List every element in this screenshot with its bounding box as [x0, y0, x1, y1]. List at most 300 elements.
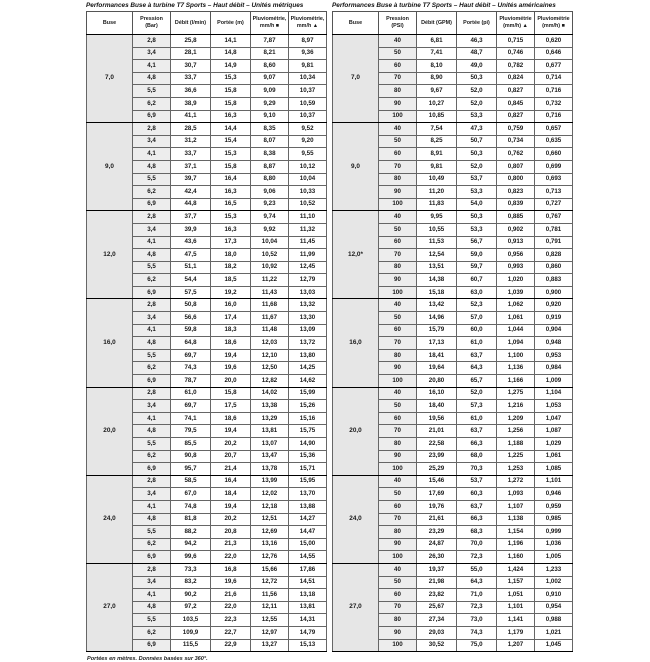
value-cell: 10,33 — [289, 186, 327, 199]
pression-cell: 3,4 — [133, 135, 171, 148]
pression-cell: 50 — [379, 47, 417, 60]
pression-cell: 100 — [379, 286, 417, 299]
value-cell: 30,52 — [417, 639, 457, 652]
value-cell: 10,92 — [251, 261, 289, 274]
value-cell: 10,12 — [289, 160, 327, 173]
value-cell: 14,25 — [289, 362, 327, 375]
value-cell: 49,0 — [457, 60, 497, 73]
value-cell: 57,0 — [457, 312, 497, 325]
pression-cell: 80 — [379, 526, 417, 539]
value-cell: 6,81 — [417, 35, 457, 48]
value-cell: 0,781 — [535, 223, 573, 236]
value-cell: 13,81 — [289, 601, 327, 614]
value-cell: 28,5 — [171, 123, 211, 136]
value-cell: 50,7 — [457, 135, 497, 148]
value-cell: 10,52 — [251, 249, 289, 262]
value-cell: 11,48 — [251, 324, 289, 337]
value-cell: 14,38 — [417, 274, 457, 287]
value-cell: 11,99 — [289, 249, 327, 262]
pression-cell: 3,4 — [133, 223, 171, 236]
value-cell: 16,5 — [211, 198, 251, 211]
value-cell: 13,32 — [289, 299, 327, 312]
buse-cell: 9,0 — [87, 123, 133, 211]
pression-cell: 5,5 — [133, 526, 171, 539]
pression-cell: 70 — [379, 425, 417, 438]
value-cell: 0,746 — [497, 47, 535, 60]
value-cell: 20,8 — [211, 526, 251, 539]
value-cell: 38,9 — [171, 97, 211, 110]
value-cell: 19,6 — [211, 362, 251, 375]
value-cell: 0,913 — [497, 236, 535, 249]
value-cell: 22,7 — [211, 626, 251, 639]
metric-table-title: Performances Buse à turbine T7 Sports – Haut débit – Unités métriques — [86, 2, 304, 9]
value-cell: 9,29 — [251, 97, 289, 110]
buse-cell: 12,0* — [333, 211, 379, 299]
value-cell: 15,18 — [417, 286, 457, 299]
value-cell: 11,56 — [251, 589, 289, 602]
value-cell: 61,0 — [457, 337, 497, 350]
table-row — [333, 299, 573, 312]
value-cell: 103,5 — [171, 614, 211, 627]
value-cell: 8,60 — [251, 60, 289, 73]
pression-cell: 2,8 — [133, 299, 171, 312]
value-cell: 29,03 — [417, 626, 457, 639]
value-cell: 61,0 — [457, 412, 497, 425]
pression-cell: 6,9 — [133, 198, 171, 211]
value-cell: 0,954 — [535, 601, 573, 614]
value-cell: 88,2 — [171, 526, 211, 539]
value-cell: 50,8 — [171, 299, 211, 312]
value-cell: 13,88 — [289, 500, 327, 513]
pression-cell: 80 — [379, 614, 417, 627]
value-cell: 19,56 — [417, 412, 457, 425]
buse-cell: 24,0 — [333, 475, 379, 563]
value-cell: 13,51 — [417, 261, 457, 274]
value-cell: 25,67 — [417, 601, 457, 614]
value-cell: 11,20 — [417, 186, 457, 199]
value-cell: 1,036 — [535, 538, 573, 551]
value-cell: 15,36 — [289, 450, 327, 463]
value-cell: 0,999 — [535, 526, 573, 539]
value-cell: 0,823 — [497, 186, 535, 199]
value-cell: 19,6 — [211, 576, 251, 589]
value-cell: 53,3 — [457, 223, 497, 236]
value-cell: 52,0 — [457, 160, 497, 173]
value-cell: 9,81 — [417, 160, 457, 173]
tables-container — [86, 2, 650, 652]
pression-cell: 40 — [379, 475, 417, 488]
pression-cell: 3,4 — [133, 312, 171, 325]
value-cell: 1,045 — [535, 639, 573, 652]
value-cell: 1,029 — [535, 438, 573, 451]
table-row — [333, 563, 573, 576]
value-cell: 21,6 — [211, 589, 251, 602]
value-cell: 9,55 — [289, 148, 327, 161]
value-cell: 9,20 — [289, 135, 327, 148]
value-cell: 69,7 — [171, 400, 211, 413]
buse-cell: 24,0 — [87, 475, 133, 563]
value-cell: 8,90 — [417, 72, 457, 85]
value-cell: 10,55 — [417, 223, 457, 236]
value-cell: 1,160 — [497, 551, 535, 564]
pression-cell: 40 — [379, 211, 417, 224]
value-cell: 63,7 — [457, 349, 497, 362]
value-cell: 12,97 — [251, 626, 289, 639]
value-cell: 70,0 — [457, 538, 497, 551]
value-cell: 16,3 — [211, 223, 251, 236]
value-cell: 17,4 — [211, 312, 251, 325]
value-cell: 13,16 — [251, 538, 289, 551]
pression-cell: 60 — [379, 412, 417, 425]
buse-cell: 27,0 — [87, 563, 133, 651]
value-cell: 41,1 — [171, 110, 211, 123]
value-cell: 1,087 — [535, 425, 573, 438]
value-cell: 18,41 — [417, 349, 457, 362]
value-cell: 10,37 — [289, 110, 327, 123]
value-cell: 19,37 — [417, 563, 457, 576]
value-cell: 13,78 — [251, 463, 289, 476]
table-row — [333, 475, 573, 488]
value-cell: 17,3 — [211, 236, 251, 249]
value-cell: 1,256 — [497, 425, 535, 438]
value-cell: 0,904 — [535, 324, 573, 337]
buse-cell: 7,0 — [87, 35, 133, 123]
table-row — [87, 211, 327, 224]
value-cell: 11,83 — [417, 198, 457, 211]
value-cell: 15,16 — [289, 412, 327, 425]
pression-cell: 2,8 — [133, 123, 171, 136]
value-cell: 0,827 — [497, 110, 535, 123]
column-header: Pluviométrie, mm/h ▲ — [289, 12, 327, 35]
value-cell: 60,0 — [457, 324, 497, 337]
value-cell: 79,5 — [171, 425, 211, 438]
pression-cell: 90 — [379, 186, 417, 199]
value-cell: 64,3 — [457, 576, 497, 589]
value-cell: 95,7 — [171, 463, 211, 476]
value-cell: 15,3 — [211, 211, 251, 224]
value-cell: 0,800 — [497, 173, 535, 186]
pression-cell: 2,8 — [133, 211, 171, 224]
value-cell: 14,96 — [417, 312, 457, 325]
value-cell: 1,141 — [497, 614, 535, 627]
value-cell: 1,424 — [497, 563, 535, 576]
value-cell: 9,36 — [289, 47, 327, 60]
value-cell: 1,179 — [497, 626, 535, 639]
pression-cell: 60 — [379, 589, 417, 602]
value-cell: 52,0 — [457, 85, 497, 98]
value-cell: 1,047 — [535, 412, 573, 425]
value-cell: 14,27 — [289, 513, 327, 526]
pression-cell: 6,2 — [133, 538, 171, 551]
pression-cell: 6,2 — [133, 626, 171, 639]
value-cell: 44,8 — [171, 198, 211, 211]
footnote: Portées en mètres. Données basées sur 360°. — [87, 656, 208, 662]
pression-cell: 2,8 — [133, 35, 171, 48]
value-cell: 9,81 — [289, 60, 327, 73]
pression-cell: 5,5 — [133, 438, 171, 451]
value-cell: 19,4 — [211, 349, 251, 362]
pression-cell: 4,1 — [133, 324, 171, 337]
value-cell: 33,7 — [171, 148, 211, 161]
pression-cell: 4,1 — [133, 412, 171, 425]
column-header: Pression (PSI) — [379, 12, 417, 35]
pression-cell: 3,4 — [133, 488, 171, 501]
value-cell: 15,8 — [211, 85, 251, 98]
pression-cell: 40 — [379, 299, 417, 312]
value-cell: 17,5 — [211, 400, 251, 413]
column-header: Pluviométrie (mm/h) ▲ — [497, 12, 535, 35]
value-cell: 0,984 — [535, 362, 573, 375]
pression-cell: 90 — [379, 362, 417, 375]
value-cell: 12,55 — [251, 614, 289, 627]
value-cell: 1,209 — [497, 412, 535, 425]
value-cell: 0,985 — [535, 513, 573, 526]
value-cell: 21,01 — [417, 425, 457, 438]
value-cell: 15,99 — [289, 387, 327, 400]
value-cell: 8,87 — [251, 160, 289, 173]
value-cell: 1,005 — [535, 551, 573, 564]
value-cell: 46,3 — [457, 35, 497, 48]
value-cell: 58,5 — [171, 475, 211, 488]
value-cell: 18,3 — [211, 324, 251, 337]
value-cell: 18,4 — [211, 488, 251, 501]
pression-cell: 80 — [379, 85, 417, 98]
pression-cell: 40 — [379, 563, 417, 576]
value-cell: 14,79 — [289, 626, 327, 639]
value-cell: 22,0 — [211, 601, 251, 614]
pression-cell: 60 — [379, 324, 417, 337]
value-cell: 0,910 — [535, 589, 573, 602]
value-cell: 1,207 — [497, 639, 535, 652]
pression-cell: 2,8 — [133, 563, 171, 576]
pression-cell: 60 — [379, 148, 417, 161]
value-cell: 12,82 — [251, 375, 289, 388]
value-cell: 0,716 — [535, 85, 573, 98]
value-cell: 13,81 — [251, 425, 289, 438]
pression-cell: 2,8 — [133, 387, 171, 400]
value-cell: 56,6 — [171, 312, 211, 325]
pression-cell: 4,8 — [133, 337, 171, 350]
value-cell: 8,35 — [251, 123, 289, 136]
metric-table — [86, 11, 327, 652]
value-cell: 0,920 — [535, 299, 573, 312]
value-cell: 8,38 — [251, 148, 289, 161]
value-cell: 53,7 — [457, 173, 497, 186]
value-cell: 97,2 — [171, 601, 211, 614]
value-cell: 48,7 — [457, 47, 497, 60]
value-cell: 1,061 — [535, 450, 573, 463]
value-cell: 15,46 — [417, 475, 457, 488]
value-cell: 13,72 — [289, 337, 327, 350]
value-cell: 0,715 — [497, 35, 535, 48]
value-cell: 0,657 — [535, 123, 573, 136]
value-cell: 15,3 — [211, 148, 251, 161]
value-cell: 57,5 — [171, 286, 211, 299]
value-cell: 50,3 — [457, 148, 497, 161]
table-row — [87, 475, 327, 488]
value-cell: 0,762 — [497, 148, 535, 161]
value-cell: 20,0 — [211, 375, 251, 388]
us-table-section — [332, 2, 572, 652]
value-cell: 94,2 — [171, 538, 211, 551]
pression-cell: 70 — [379, 249, 417, 262]
pression-cell: 70 — [379, 160, 417, 173]
value-cell: 22,9 — [211, 639, 251, 652]
value-cell: 1,275 — [497, 387, 535, 400]
value-cell: 25,8 — [171, 35, 211, 48]
pression-cell: 40 — [379, 387, 417, 400]
value-cell: 10,04 — [251, 236, 289, 249]
value-cell: 16,0 — [211, 299, 251, 312]
pression-cell: 4,1 — [133, 500, 171, 513]
column-header: Débit (GPM) — [417, 12, 457, 35]
value-cell: 13,03 — [289, 286, 327, 299]
value-cell: 12,51 — [251, 513, 289, 526]
value-cell: 1,216 — [497, 400, 535, 413]
value-cell: 1,093 — [497, 488, 535, 501]
value-cell: 10,59 — [289, 97, 327, 110]
value-cell: 11,67 — [251, 312, 289, 325]
value-cell: 18,40 — [417, 400, 457, 413]
value-cell: 9,92 — [251, 223, 289, 236]
value-cell: 74,3 — [457, 626, 497, 639]
value-cell: 0,767 — [535, 211, 573, 224]
value-cell: 18,5 — [211, 274, 251, 287]
value-cell: 1,085 — [535, 463, 573, 476]
table-row — [87, 299, 327, 312]
value-cell: 12,18 — [251, 500, 289, 513]
value-cell: 54,0 — [457, 198, 497, 211]
value-cell: 90,2 — [171, 589, 211, 602]
value-cell: 26,30 — [417, 551, 457, 564]
table-row — [87, 563, 327, 576]
pression-cell: 4,8 — [133, 160, 171, 173]
value-cell: 1,188 — [497, 438, 535, 451]
value-cell: 1,039 — [497, 286, 535, 299]
value-cell: 11,53 — [417, 236, 457, 249]
pression-cell: 60 — [379, 60, 417, 73]
pression-cell: 90 — [379, 274, 417, 287]
value-cell: 12,10 — [251, 349, 289, 362]
column-header: Portée (m) — [211, 12, 251, 35]
value-cell: 63,0 — [457, 286, 497, 299]
value-cell: 0,839 — [497, 198, 535, 211]
column-header: Pluviométrie, mm/h ■ — [251, 12, 289, 35]
value-cell: 66,3 — [457, 513, 497, 526]
value-cell: 0,827 — [497, 85, 535, 98]
value-cell: 9,06 — [251, 186, 289, 199]
us-table — [332, 11, 573, 652]
buse-cell: 16,0 — [333, 299, 379, 387]
value-cell: 115,5 — [171, 639, 211, 652]
value-cell: 16,4 — [211, 173, 251, 186]
pression-cell: 4,8 — [133, 513, 171, 526]
value-cell: 8,80 — [251, 173, 289, 186]
value-cell: 1,138 — [497, 513, 535, 526]
value-cell: 53,7 — [457, 475, 497, 488]
value-cell: 0,727 — [535, 198, 573, 211]
pression-cell: 90 — [379, 97, 417, 110]
value-cell: 59,7 — [457, 261, 497, 274]
pression-cell: 60 — [379, 236, 417, 249]
value-cell: 52,0 — [457, 97, 497, 110]
value-cell: 28,1 — [171, 47, 211, 60]
value-cell: 0,956 — [497, 249, 535, 262]
value-cell: 14,02 — [251, 387, 289, 400]
pression-cell: 3,4 — [133, 576, 171, 589]
pression-cell: 5,5 — [133, 349, 171, 362]
value-cell: 1,225 — [497, 450, 535, 463]
value-cell: 21,98 — [417, 576, 457, 589]
pression-cell: 100 — [379, 110, 417, 123]
value-cell: 0,713 — [535, 186, 573, 199]
value-cell: 1,009 — [535, 375, 573, 388]
value-cell: 0,732 — [535, 97, 573, 110]
table-row — [333, 123, 573, 136]
value-cell: 20,7 — [211, 450, 251, 463]
value-cell: 16,3 — [211, 110, 251, 123]
column-header: Débit (l/min) — [171, 12, 211, 35]
header-row — [333, 12, 573, 35]
value-cell: 10,85 — [417, 110, 457, 123]
value-cell: 61,0 — [171, 387, 211, 400]
value-cell: 14,4 — [211, 123, 251, 136]
value-cell: 15,3 — [211, 72, 251, 85]
column-header: Pluviométrie (mm/h) ■ — [535, 12, 573, 35]
value-cell: 56,7 — [457, 236, 497, 249]
pression-cell: 60 — [379, 500, 417, 513]
value-cell: 0,993 — [497, 261, 535, 274]
value-cell: 1,272 — [497, 475, 535, 488]
value-cell: 9,95 — [417, 211, 457, 224]
value-cell: 0,635 — [535, 135, 573, 148]
value-cell: 33,7 — [171, 72, 211, 85]
value-cell: 16,4 — [211, 475, 251, 488]
value-cell: 8,10 — [417, 60, 457, 73]
value-cell: 16,8 — [211, 563, 251, 576]
pression-cell: 80 — [379, 349, 417, 362]
value-cell: 0,946 — [535, 488, 573, 501]
value-cell: 1,253 — [497, 463, 535, 476]
value-cell: 14,62 — [289, 375, 327, 388]
value-cell: 22,58 — [417, 438, 457, 451]
pression-cell: 6,9 — [133, 110, 171, 123]
value-cell: 9,67 — [417, 85, 457, 98]
pression-cell: 6,2 — [133, 274, 171, 287]
value-cell: 1,094 — [497, 337, 535, 350]
value-cell: 109,9 — [171, 626, 211, 639]
value-cell: 20,80 — [417, 375, 457, 388]
value-cell: 0,845 — [497, 97, 535, 110]
pression-cell: 70 — [379, 601, 417, 614]
pression-cell: 90 — [379, 450, 417, 463]
value-cell: 19,64 — [417, 362, 457, 375]
buse-cell: 20,0 — [87, 387, 133, 475]
pression-cell: 70 — [379, 72, 417, 85]
value-cell: 23,82 — [417, 589, 457, 602]
value-cell: 47,3 — [457, 123, 497, 136]
value-cell: 8,97 — [289, 35, 327, 48]
value-cell: 0,885 — [497, 211, 535, 224]
value-cell: 27,34 — [417, 614, 457, 627]
value-cell: 64,8 — [171, 337, 211, 350]
pression-cell: 4,1 — [133, 589, 171, 602]
value-cell: 19,76 — [417, 500, 457, 513]
pression-cell: 5,5 — [133, 261, 171, 274]
value-cell: 15,71 — [289, 463, 327, 476]
value-cell: 7,54 — [417, 123, 457, 136]
value-cell: 23,29 — [417, 526, 457, 539]
